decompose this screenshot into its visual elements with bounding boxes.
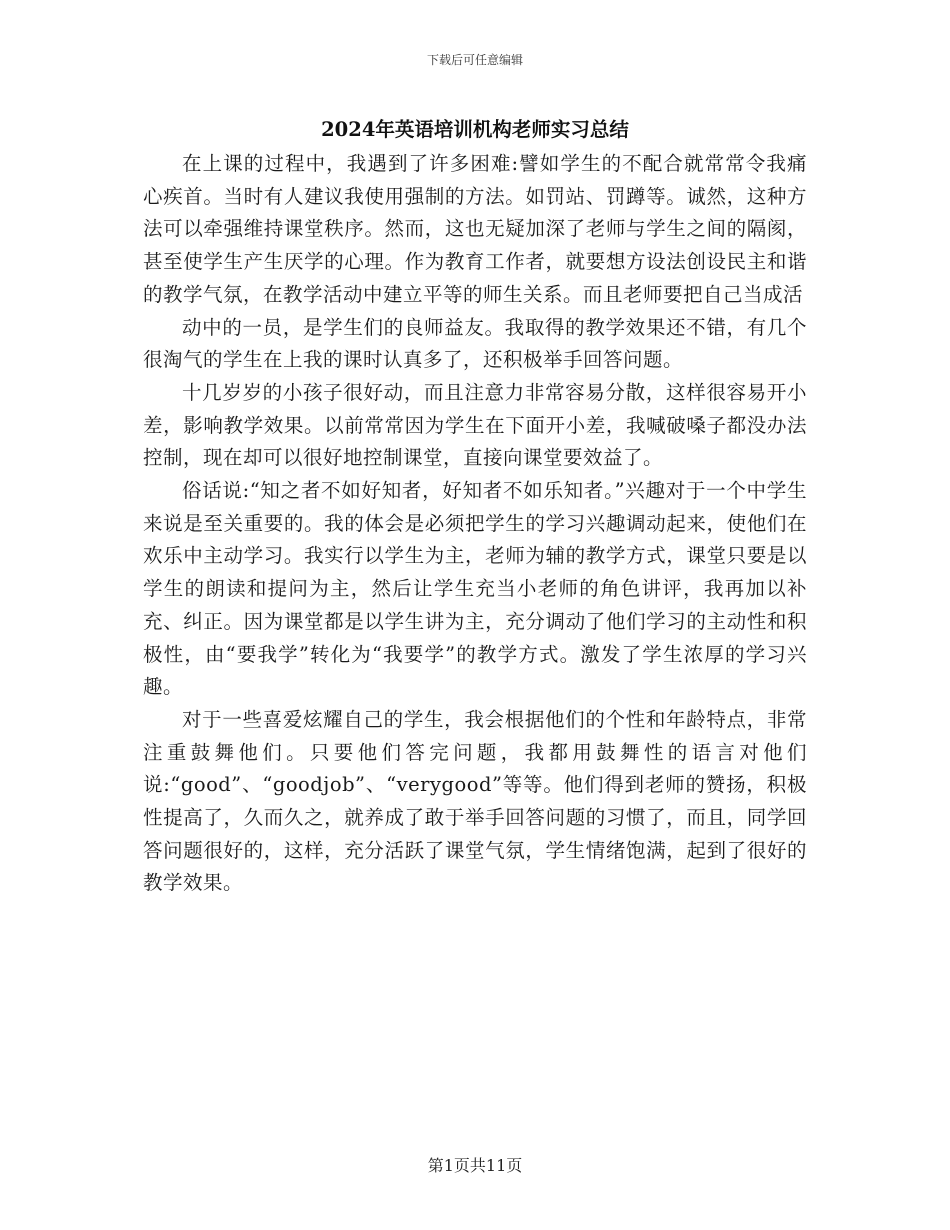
paragraph-5: 对于一些喜爱炫耀自己的学生，我会根据他们的个性和年龄特点，非常注重鼓舞他们。只要他们答完问题，我都用鼓舞性的语言对他们说:“good”、“goodjob”、“verygood”等等。他们得到老师的赞扬，积极性提高了，久而久之，就养成了敢于举手回答问题的习惯了，而且，同学回答问题很好的，这样，充分活跃了课堂气氛，学生情绪饱满，起到了很好的教学效果。 — [143, 707, 807, 895]
paragraph-1: 在上课的过程中，我遇到了许多困难:譬如学生的不配合就常常令我痛心疾首。当时有人建议我使用强制的方法。如罚站、罚蹲等。诚然，这种方法可以牵强维持课堂秩序。然而，这也无疑加深了老师与学生之间的隔阂，甚至使学生产生厌学的心理。作为教育工作者，就要想方设法创设民主和谐的教学气氛，在教学活动中建立平等的师生关系。而且老师要把自己当成活 — [143, 152, 807, 306]
document-title: 2024年英语培训机构老师实习总结 — [321, 118, 629, 141]
paragraph-4: 俗话说:“知之者不如好知者，好知者不如乐知者。”兴趣对于一个中学生来说是至关重要的。我的体会是必须把学生的学习兴趣调动起来，使他们在欢乐中主动学习。我实行以学生为主，老师为辅的教学方式，课堂只要是以学生的朗读和提问为主，然后让学生充当小老师的角色讲评，我再加以补充、纠正。因为课堂都是以学生讲为主，充分调动了他们学习的主动性和积极性，由“要我学”转化为“我要学”的教学方式。激发了学生浓厚的学习兴趣。 — [143, 479, 807, 699]
page-number: 第1页共11页 — [427, 1156, 523, 1175]
document-body — [143, 148, 807, 900]
paragraph-3: 十几岁岁的小孩子很好动，而且注意力非常容易分散，这样很容易开小差，影响教学效果。以前常常因为学生在下面开小差，我喊破嗓子都没办法控制，现在却可以很好地控制课堂，直接向课堂要效益了。 — [143, 380, 807, 470]
page-header-note: 下载后可任意编辑 — [426, 53, 523, 67]
paragraph-2: 动中的一员，是学生们的良师益友。我取得的教学效果还不错，有几个很淘气的学生在上我的课时认真多了，还积极举手回答问题。 — [143, 315, 807, 372]
